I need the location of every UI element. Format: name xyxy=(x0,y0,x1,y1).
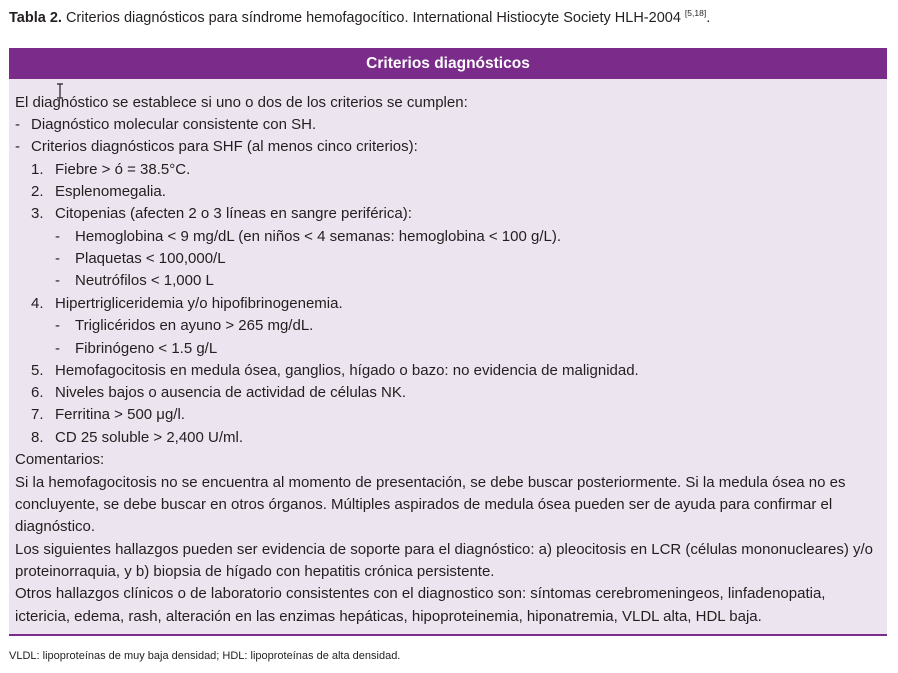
list-item: CD 25 soluble > 2,400 U/ml. xyxy=(55,429,244,446)
list-item: Niveles bajos o ausencia de actividad de células NK. xyxy=(55,384,407,401)
caption-end: . xyxy=(706,10,711,26)
list-item: Hemofagocitosis en medula ósea, ganglios, hígado o bazo: no evidencia de malignidad. xyxy=(55,362,639,379)
list-item: Hipertrigliceridemia y/o hipofibrinogenemia. xyxy=(55,295,343,312)
comment-line: ictericia, edema, rash, alteración en las enzimas hepáticas, hipoproteinemia, hiponatremia, VLDL alta, HDL baja. xyxy=(15,608,762,625)
comment-line: Si la hemofagocitosis no se encuentra al momento de presentación, se debe buscar posteriormente. Si la medula ósea no es xyxy=(15,474,846,491)
dash-marker: - xyxy=(55,272,60,289)
dash-marker: - xyxy=(15,116,20,133)
sub-item: Triglicéridos en ayuno > 265 mg/dL. xyxy=(75,317,314,334)
item-number: 3. xyxy=(31,205,44,222)
comment-line: proteinorraquia, y b) biopsia de hígado con hepatitis crónica persistente. xyxy=(15,563,495,580)
item-number: 8. xyxy=(31,429,44,446)
table-header: Criterios diagnósticos xyxy=(9,48,887,79)
list-item: Fiebre > ó = 38.5°C. xyxy=(55,161,191,178)
criterion-shf: Criterios diagnósticos para SHF (al menos cinco criterios): xyxy=(31,138,418,155)
comment-line: Los siguientes hallazgos pueden ser evidencia de soporte para el diagnóstico: a) pleocitosis en LCR (células mononucleares) y/o xyxy=(15,541,874,558)
sub-item: Fibrinógeno < 1.5 g/L xyxy=(75,340,218,357)
list-item: Esplenomegalia. xyxy=(55,183,166,200)
comments-title: Comentarios: xyxy=(15,451,105,468)
intro-text: El diagnóstico se establece si uno o dos de los criterios se cumplen: xyxy=(15,94,468,111)
caption-text: Criterios diagnósticos para síndrome hemofagocítico. International Histiocyte Society HLH-2004 xyxy=(61,10,685,26)
sub-item: Plaquetas < 100,000/L xyxy=(75,250,226,267)
item-number: 6. xyxy=(31,384,44,401)
dash-marker: - xyxy=(15,138,20,155)
comment-line: concluyente, se debe buscar en otros órganos. Múltiples aspirados de medula ósea pueden ser de ayuda para confirmar el xyxy=(15,496,833,513)
item-number: 7. xyxy=(31,406,44,423)
sub-item: Hemoglobina < 9 mg/dL (en niños < 4 semanas: hemoglobina < 100 g/L). xyxy=(75,228,562,245)
caption-refs: [5,18] xyxy=(684,8,707,18)
item-number: 2. xyxy=(31,183,44,200)
criterion-molecular: Diagnóstico molecular consistente con SH. xyxy=(31,116,317,133)
item-number: 1. xyxy=(31,161,44,178)
item-number: 4. xyxy=(31,295,44,312)
dash-marker: - xyxy=(55,340,60,357)
caption-label: Tabla 2. xyxy=(9,10,62,26)
comment-line: diagnóstico. xyxy=(15,518,96,535)
list-item: Ferritina > 500 μg/l. xyxy=(55,406,185,423)
item-number: 5. xyxy=(31,362,44,379)
comment-line: Otros hallazgos clínicos o de laboratorio consistentes con el diagnostico son: síntomas cerebromeningeos, linfadenopatia, xyxy=(15,585,826,602)
dash-marker: - xyxy=(55,228,60,245)
dash-marker: - xyxy=(55,317,60,334)
sub-item: Neutrófilos < 1,000 L xyxy=(75,272,214,289)
text-cursor-icon xyxy=(55,83,65,99)
dash-marker: - xyxy=(55,250,60,267)
table-footnote: VLDL: lipoproteínas de muy baja densidad; HDL: lipoproteínas de alta densidad. xyxy=(9,650,401,662)
table-bottom-rule xyxy=(9,634,887,636)
table-caption xyxy=(9,8,710,26)
list-item: Citopenias (afecten 2 o 3 líneas en sangre periférica): xyxy=(55,205,412,222)
